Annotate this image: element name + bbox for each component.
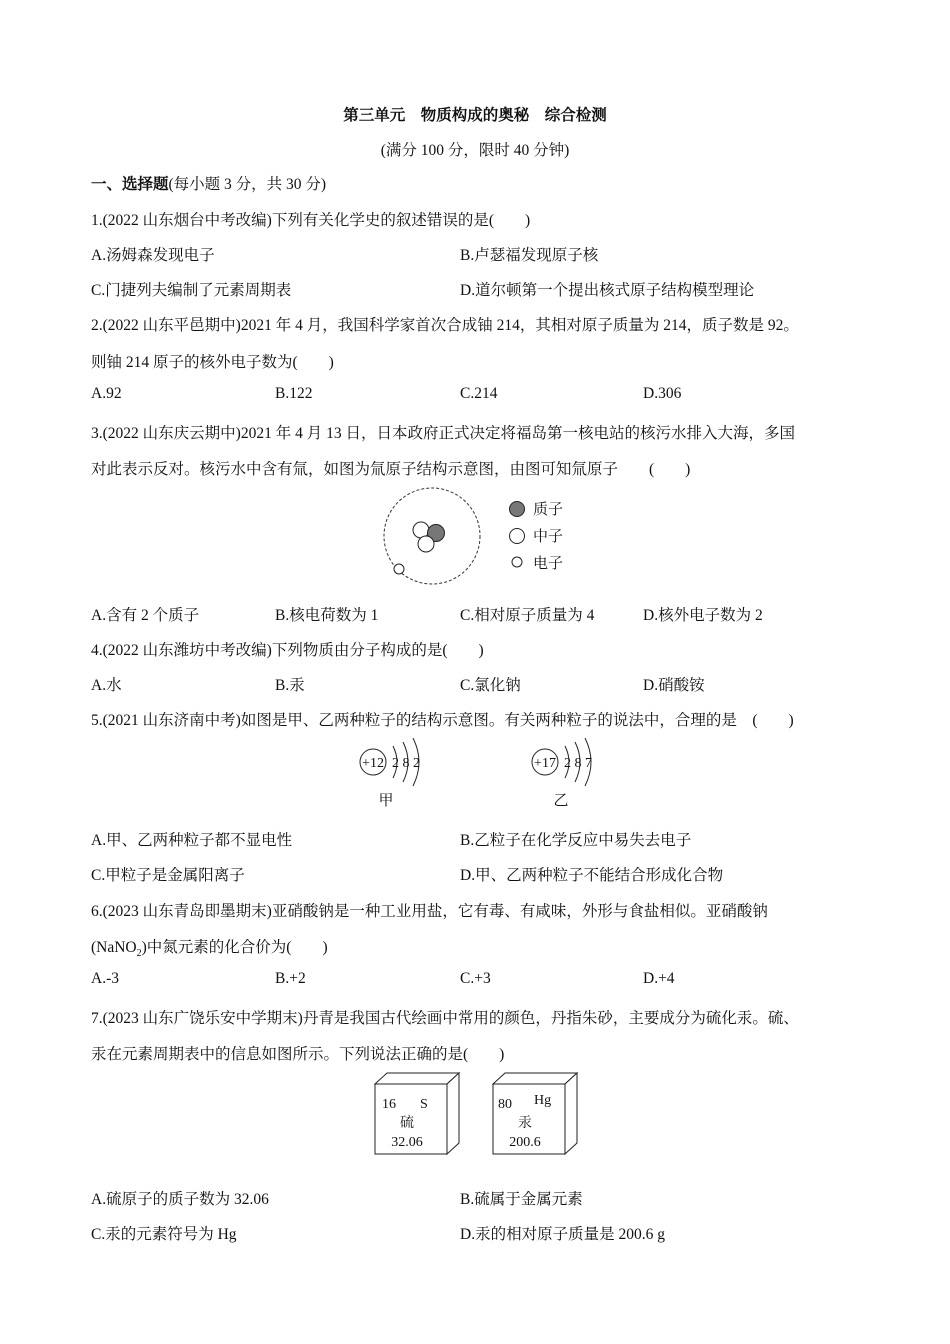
q5-option-d[interactable]: D.甲、乙两种粒子不能结合形成化合物 [460, 867, 724, 884]
q7-option-a[interactable]: A.硫原子的质子数为 32.06 [91, 1191, 269, 1208]
q5-stem: 5.(2021 山东济南中考)如图是甲、乙两种粒子的结构示意图。有关两种粒子的说法中，合理的是 ( ) [91, 712, 794, 729]
page-subtitle: (满分 100 分，限时 40 分钟) [380, 142, 570, 159]
section-note: (每小题 3 分，共 30 分) [168, 176, 327, 193]
q1-option-b[interactable]: B.卢瑟福发现原子核 [460, 247, 599, 264]
q5-option-a[interactable]: A.甲、乙两种粒子都不显电性 [91, 832, 293, 849]
q3-stem-line2: 对此表示反对。核污水中含有氚，如图为氚原子结构示意图，由图可知氚原子 ( ) [91, 461, 691, 478]
nucleus-charge: +12 [362, 756, 384, 771]
q1-option-d[interactable]: D.道尔顿第一个提出核式原子结构模型理论 [460, 282, 755, 299]
q5-option-b[interactable]: B.乙粒子在化学反应中易失去电子 [460, 832, 692, 849]
q6-formula-subscript: 2 [136, 948, 142, 960]
q4-option-b[interactable]: B.汞 [275, 677, 305, 694]
shell-electrons: 2 8 2 [392, 756, 420, 771]
q3-option-d[interactable]: D.核外电子数为 2 [643, 607, 763, 624]
element-symbol: Hg [534, 1093, 552, 1108]
q5-option-c[interactable]: C.甲粒子是金属阳离子 [91, 867, 245, 884]
neutron [418, 536, 434, 552]
q2-option-b[interactable]: B.122 [275, 385, 313, 402]
element-symbol: S [420, 1097, 428, 1112]
legend-electron-label: 电子 [533, 556, 564, 572]
q4-option-a[interactable]: A.水 [91, 677, 122, 694]
periodic-table-cells [370, 1070, 590, 1160]
atomic-mass: 200.6 [509, 1135, 541, 1150]
legend-neutron-icon [510, 529, 525, 544]
particle-label: 甲 [378, 793, 394, 809]
q4-option-d[interactable]: D.硝酸铵 [643, 677, 705, 694]
q7-option-d[interactable]: D.汞的相对原子质量是 200.6 g [460, 1226, 665, 1243]
tritium-atom-diagram [375, 482, 595, 592]
q6-stem-line1: 6.(2023 山东青岛即墨期末)亚硝酸钠是一种工业用盐，它有毒、有咸味，外形与食盐相似。亚硝酸钠 [91, 903, 768, 920]
q6-formula-start: (NaNO [91, 939, 137, 956]
particle-jia [360, 738, 420, 809]
q2-option-c[interactable]: C.214 [460, 385, 498, 402]
q3-option-a[interactable]: A.含有 2 个质子 [91, 607, 200, 624]
particle-label: 乙 [553, 793, 569, 809]
section-title: 一、选择题 [91, 176, 169, 193]
shell-electrons: 2 8 7 [564, 756, 592, 771]
atomic-number: 16 [382, 1097, 396, 1112]
q1-stem: 1.(2022 山东烟台中考改编)下列有关化学史的叙述错误的是( ) [91, 212, 531, 229]
particle-diagrams [352, 738, 612, 813]
particle-yi [532, 738, 592, 809]
q1-option-c[interactable]: C.门捷列夫编制了元素周期表 [91, 282, 292, 299]
q4-stem: 4.(2022 山东潍坊中考改编)下列物质由分子构成的是( ) [91, 642, 484, 659]
q7-stem-line1: 7.(2023 山东广饶乐安中学期末)丹青是我国古代绘画中常用的颜色，丹指朱砂，主要成分为硫化汞。硫、 [91, 1010, 799, 1027]
q6-option-a[interactable]: A.-3 [91, 970, 119, 987]
q6-stem-line2 [91, 935, 328, 959]
q7-stem-line2: 汞在元素周期表中的信息如图所示。下列说法正确的是( ) [91, 1046, 505, 1063]
q3-option-b[interactable]: B.核电荷数为 1 [275, 607, 379, 624]
q3-stem-line1: 3.(2022 山东庆云期中)2021 年 4 月 13 日，日本政府正式决定将福岛第一核电站的核污水排入大海，多国 [91, 425, 795, 442]
electron [394, 564, 404, 574]
q2-stem-line2: 则铀 214 原子的核外电子数为( ) [91, 354, 334, 371]
legend-proton-label: 质子 [533, 502, 564, 518]
q6-option-d[interactable]: D.+4 [643, 970, 675, 987]
page-title: 第三单元 物质构成的奥秘 综合检测 [343, 107, 607, 124]
q2-stem-line1: 2.(2022 山东平邑期中)2021 年 4 月，我国科学家首次合成铀 214，其相对原子质量为 214，质子数是 92。 [91, 317, 799, 334]
q2-option-d[interactable]: D.306 [643, 385, 682, 402]
legend-electron-icon [512, 557, 522, 567]
q1-option-a[interactable]: A.汤姆森发现电子 [91, 247, 215, 264]
q7-option-b[interactable]: B.硫属于金属元素 [460, 1191, 583, 1208]
q6-stem-rest: )中氮元素的化合价为( ) [141, 939, 328, 956]
q3-option-c[interactable]: C.相对原子质量为 4 [460, 607, 595, 624]
q6-option-c[interactable]: C.+3 [460, 970, 491, 987]
atomic-mass: 32.06 [391, 1135, 423, 1150]
element-name: 汞 [518, 1116, 532, 1131]
legend-neutron-label: 中子 [533, 529, 564, 545]
atomic-number: 80 [498, 1097, 512, 1112]
element-cell-mercury [493, 1073, 577, 1154]
element-cell-sulfur [375, 1073, 459, 1154]
q6-option-b[interactable]: B.+2 [275, 970, 306, 987]
q2-option-a[interactable]: A.92 [91, 385, 122, 402]
section-heading [91, 172, 326, 194]
q7-option-c[interactable]: C.汞的元素符号为 Hg [91, 1226, 237, 1243]
q4-option-c[interactable]: C.氯化钠 [460, 677, 521, 694]
nucleus-charge: +17 [534, 756, 556, 771]
legend-proton-icon [510, 502, 525, 517]
element-name: 硫 [400, 1116, 414, 1131]
